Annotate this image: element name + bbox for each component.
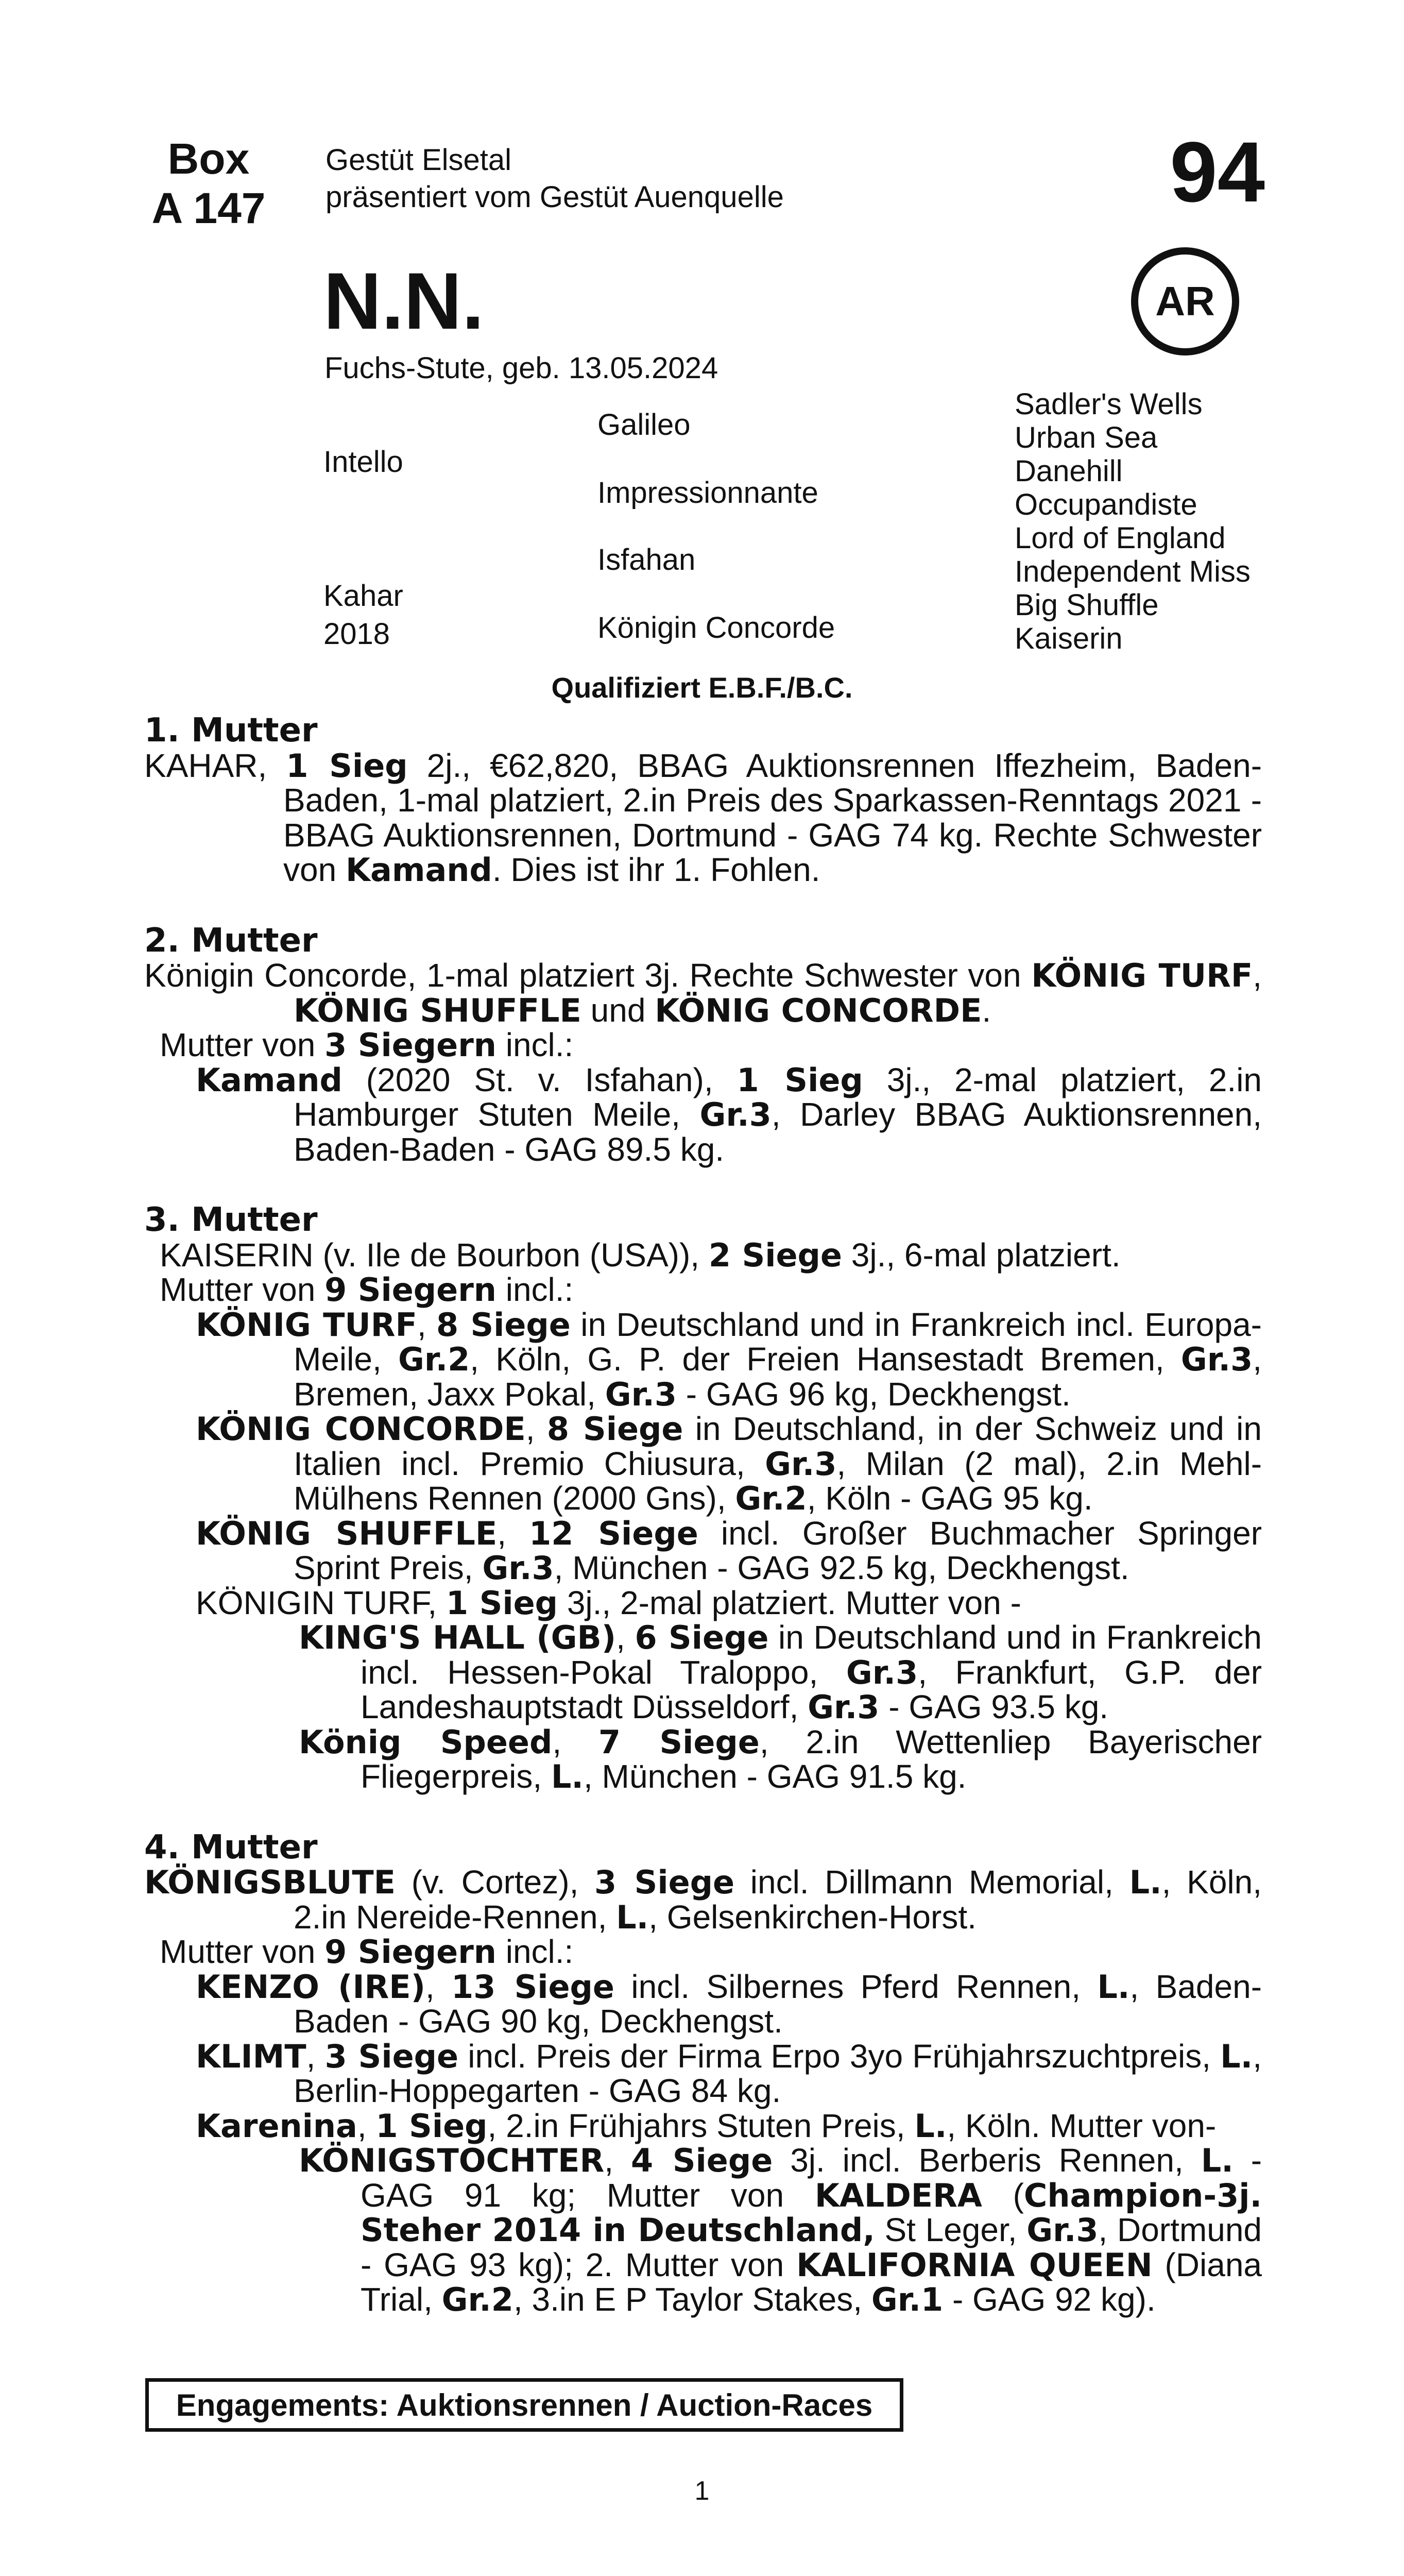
pedigree-great-grandparent: Kaiserin — [1015, 622, 1123, 655]
produce-line: Mutter von 3 Siegern incl.: — [160, 1026, 574, 1064]
ar-badge-label: AR — [1155, 278, 1215, 324]
lot-number: 94 — [1170, 125, 1265, 220]
produce-record: Karenina, 1 Sieg, 2.in Frühjahrs Stuten Preis, L., Köln. Mutter von- — [196, 2107, 1217, 2145]
second-dam-paragraph: Königin Concorde, 1-mal platziert 3j. Rechte Schwester von KÖNIG TURF, KÖNIG SHUFFLE und KÖNIG CONCORDE. — [144, 957, 1262, 1029]
pedigree-sire: Intello — [323, 445, 403, 479]
box-title: Box — [167, 134, 250, 183]
pedigree-great-grandparent: Sadler's Wells — [1015, 387, 1203, 421]
produce-line: Mutter von 9 Siegern incl.: — [160, 1271, 574, 1309]
pedigree-grandparent: Königin Concorde — [597, 611, 835, 645]
produce-record: KENZO (IRE), 13 Siege incl. Silbernes Pferd Rennen, L., Baden-Baden - GAG 90 kg, Deckhengst. — [196, 1968, 1262, 2040]
produce-record: KÖNIG CONCORDE, 8 Siege in Deutschland, in der Schweiz und in Italien incl. Premio Chiusura, Gr.3, Milan (2 mal), 2.in Mehl-Mülhens Rennen (2000 Gns), Gr.2, Köln - GAG 95 kg. — [196, 1410, 1262, 1517]
pedigree-dam: Kahar — [323, 579, 403, 613]
pedigree-dam-year: 2018 — [323, 617, 390, 651]
qualification: Qualifiziert E.B.F./B.C. — [551, 671, 853, 704]
pedigree-great-grandparent: Danehill — [1015, 454, 1123, 488]
produce-record: KÖNIGIN TURF, 1 Sieg 3j., 2-mal platziert. Mutter von - — [196, 1584, 1021, 1622]
box-label — [134, 134, 283, 233]
pedigree-great-grandparent: Lord of England — [1015, 521, 1226, 555]
pedigree-great-grandparent: Occupandiste — [1015, 488, 1197, 521]
produce-record: König Speed, 7 Siege, 2.in Wettenliep Bayerischer Fliegerpreis, L., München - GAG 91.5 kg. — [299, 1723, 1262, 1795]
pedigree-grandparent: Isfahan — [597, 543, 696, 577]
dam-paragraph: KAHAR, 1 Sieg 2j., €62,820, BBAG Auktionsrennen Iffezheim, Baden-Baden, 1-mal platziert, 2.in Preis des Sparkassen-Renntags 2021 - BBAG Auktionsrennen, Dortmund - GAG 74 kg. Rechte Schwester von Kamand. Dies ist ihr 1. Fohlen. — [144, 747, 1262, 889]
engagements-box — [145, 2378, 903, 2432]
section-heading: 1. Mutter — [144, 711, 318, 750]
produce-record: KING'S HALL (GB), 6 Siege in Deutschland und in Frankreich incl. Hessen-Pokal Traloppo, Gr.3, Frankfurt, G.P. der Landeshauptstadt Düsseldorf, Gr.3 - GAG 93.5 kg. — [299, 1619, 1262, 1726]
produce-record: KÖNIG SHUFFLE, 12 Siege incl. Großer Buchmacher Springer Sprint Preis, Gr.3, München - GAG 92.5 kg, Deckhengst. — [196, 1514, 1262, 1587]
third-dam-paragraph: KAISERIN (v. Ile de Bourbon (USA)), 2 Siege 3j., 6-mal platziert. — [160, 1236, 1121, 1274]
pedigree-great-grandparents — [1015, 387, 1251, 655]
horse-name: N.N. — [323, 257, 484, 346]
produce-record: KÖNIG TURF, 8 Siege in Deutschland und in Frankreich incl. Europa-Meile, Gr.2, Köln, G. P. der Freien Hansestadt Bremen, Gr.3, Bremen, Jaxx Pokal, Gr.3 - GAG 96 kg, Deckhengst. — [196, 1306, 1262, 1413]
produce-record: Kamand (2020 St. v. Isfahan), 1 Sieg 3j., 2-mal platziert, 2.in Hamburger Stuten Meile, Gr.3, Darley BBAG Auktionsrennen, Baden-Baden - GAG 89.5 kg. — [196, 1061, 1262, 1168]
fourth-dam-paragraph: KÖNIGSBLUTE (v. Cortez), 3 Siege incl. Dillmann Memorial, L., Köln, 2.in Nereide-Rennen, L., Gelsenkirchen-Horst. — [144, 1863, 1262, 1936]
consignor-name: Gestüt Elsetal — [326, 143, 512, 177]
section-heading: 2. Mutter — [144, 921, 318, 960]
pedigree-grandparent: Impressionnante — [597, 476, 818, 510]
engagements-label: Engagements: Auktionsrennen / Auction-Races — [176, 2387, 873, 2422]
pedigree-grandparent: Galileo — [597, 408, 691, 442]
box-number: A 147 — [151, 184, 266, 232]
consignor-presenter: präsentiert vom Gestüt Auenquelle — [326, 180, 784, 214]
produce-record: KLIMT, 3 Siege incl. Preis der Firma Erpo 3yo Frühjahrszuchtpreis, L., Berlin-Hoppegarten - GAG 84 kg. — [196, 2037, 1262, 2109]
pedigree-great-grandparent: Urban Sea — [1015, 421, 1158, 454]
pedigree-great-grandparent: Big Shuffle — [1015, 588, 1159, 622]
section-heading: 4. Mutter — [144, 1828, 318, 1867]
ar-badge — [1131, 247, 1239, 355]
section-heading: 3. Mutter — [144, 1201, 318, 1239]
horse-description: Fuchs-Stute, geb. 13.05.2024 — [324, 351, 718, 385]
produce-record: KÖNIGSTOCHTER, 4 Siege 3j. incl. Berberis Rennen, L. - GAG 91 kg; Mutter von KALDERA (Champion-3j. Steher 2014 in Deutschland, St Leger, Gr.3, Dortmund - GAG 93 kg); 2. Mutter von KALIFORNIA QUEEN (Diana Trial, Gr.2, 3.in E P Taylor Stakes, Gr.1 - GAG 92 kg). — [299, 2142, 1262, 2318]
family-details — [144, 711, 1262, 2318]
page-number: 1 — [694, 2476, 710, 2506]
consignor — [326, 142, 784, 216]
pedigree-great-grandparent: Independent Miss — [1015, 555, 1251, 588]
produce-line: Mutter von 9 Siegern incl.: — [160, 1933, 574, 1971]
